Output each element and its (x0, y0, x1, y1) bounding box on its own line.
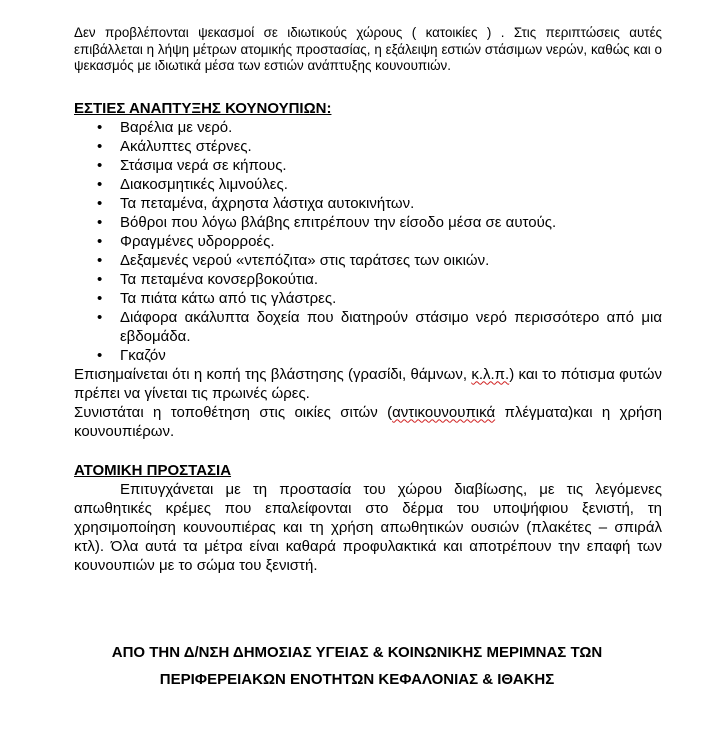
footer-line-2: ΠΕΡΙΦΕΡΕΙΑΚΩΝ ΕΝΟΤΗΤΩΝ ΚΕΦΑΛΟΝΙΑΣ & ΙΘΑΚΗΣ (159, 671, 555, 688)
intro-paragraph: Δεν προβλέπονται ψεκασμοί σε ιδιωτικούς χώρους ( κατοικίες ) . Στις περιπτώσεις αυτές επιβάλλεται η λήψη μέτρων ατομικής προστασίας, η εξάλειψη εστιών στάσιμων νερών, καθώς και ο ψεκασμός με ιδιωτικά μέσα των εστιών ανάπτυξης κουνουπιών. (74, 25, 662, 73)
list-item: • Ακάλυπτες στέρνες. (97, 137, 252, 155)
personal-protection-paragraph: Επιτυγχάνεται με τη προστασία του χώρου διαβίωσης, με τις λεγόμενες απωθητικές κρέμες που επαλείφονται στο δέρμα του υποψήφιου ξενιστή, τη χρησιμοποίηση κουνουπιέρας και τη χρήση απωθητικών ουσιών (πλακέτες – σπιράλ κτλ). Όλα αυτά τα μέτρα είναι καθαρά προφυλακτικά και αποτρέπουν την επαφή των κουνουπιών με το σώμα του ξενιστή. (74, 480, 662, 574)
bullet-icon: • (97, 156, 103, 174)
bullet-icon: • (97, 289, 103, 307)
section-heading-personal-protection: ΑΤΟΜΙΚΗ ΠΡΟΣΤΑΣΙΑ (74, 461, 232, 479)
list-item: • Τα πιάτα κάτω από τις γλάστρες. (97, 289, 337, 307)
list-item: • Δεξαμενές νερού «ντεπόζιτα» στις ταράτσες των οικιών. (97, 251, 490, 269)
spellcheck-word: κ.λ.π. (471, 365, 510, 383)
bullet-icon: • (97, 118, 103, 136)
footer-line-1: ΑΠΟ ΤΗΝ Δ/ΝΣΗ ΔΗΜΟΣΙΑΣ ΥΓΕΙΑΣ & ΚΟΙΝΩΝΙΚΗΣ ΜΕΡΙΜΝΑΣ ΤΩΝ (111, 644, 603, 661)
bullet-icon: • (97, 308, 103, 326)
list-item: • Διάφορα ακάλυπτα δοχεία που διατηρούν στάσιμο νερό περισσότερο από μια εβδομάδα. (97, 308, 662, 345)
bullet-icon: • (97, 251, 103, 269)
list-item: • Στάσιμα νερά σε κήπους. (97, 156, 287, 174)
list-item: • Φραγμένες υδρορροές. (97, 232, 275, 250)
document-body (74, 25, 662, 575)
vegetation-note: Επισημαίνεται ότι η κοπή της βλάστησης (γρασίδι, θάμνων, κ.λ.π.) και το πότισμα φυτών πρέπει να γίνεται τις πρωινές ώρες. (74, 365, 662, 402)
bullet-icon: • (97, 270, 103, 288)
list-item: • Βόθροι που λόγω βλάβης επιτρέπουν την είσοδο μέσα σε αυτούς. (97, 213, 557, 231)
spellcheck-word: αντικουνουπικά (392, 403, 496, 421)
breeding-sites-list (74, 118, 662, 365)
bullet-icon: • (97, 137, 103, 155)
list-item: • Διακοσμητικές λιμνούλες. (97, 175, 288, 193)
list-item: • Τα πεταμένα κονσερβοκούτια. (97, 270, 319, 288)
list-item: • Τα πεταμένα, άχρηστα λάστιχα αυτοκινήτων. (97, 194, 415, 212)
bullet-icon: • (97, 232, 103, 250)
bullet-icon: • (97, 346, 103, 364)
list-item: • Γκαζόν (97, 346, 166, 364)
bullet-icon: • (97, 194, 103, 212)
bullet-icon: • (97, 175, 103, 193)
bullet-icon: • (97, 213, 103, 231)
list-item: • Βαρέλια με νερό. (97, 118, 233, 136)
section-heading-breeding-sites: ΕΣΤΙΕΣ ΑΝΑΠΤΥΞΗΣ ΚΟΥΝΟΥΠΙΩΝ: (74, 99, 332, 117)
screens-note: Συνιστάται η τοποθέτηση στις οικίες σιτών (αντικουνουπικά πλέγματα)και η χρήση κουνουπιέρων. (74, 403, 662, 440)
